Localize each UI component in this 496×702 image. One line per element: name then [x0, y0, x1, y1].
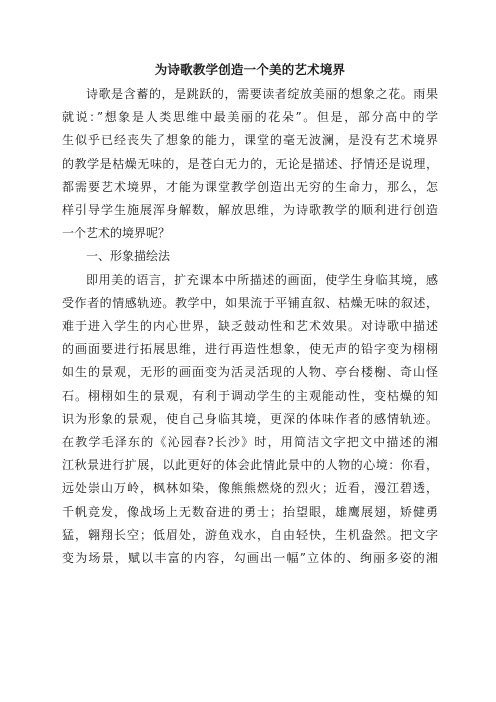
- body-line: 千帆竞发，像战场上无数奋进的勇士；抬望眼，雄鹰展翅，矫健勇: [62, 504, 438, 519]
- body-line: 识为形象的景观，使自己身临其境，更深的体味作者的感情轨迹。: [62, 411, 438, 426]
- document-title: 为诗歌教学创造一个美的艺术境界: [154, 62, 346, 77]
- section-heading: 一、形象描绘法: [86, 249, 171, 264]
- body-line: 变为场景，赋以丰富的内容，勾画出一幅”立体的、绚丽多姿的湘: [62, 551, 438, 566]
- intro-line: 一个艺术的境界呢？: [62, 226, 171, 241]
- intro-line: 样引导学生施展浑身解数，解放思维，为诗歌教学的顺利进行创造: [62, 203, 438, 218]
- intro-line: 就说：”想象是人类思维中最美丽的花朵”。但是，部分高中的学: [62, 110, 438, 125]
- body-line: 江秋景进行扩展，以此更好的体会此情此景中的人物的心境：你看，: [62, 458, 438, 473]
- body-line: 猛，翱翔长空；低眉处，游鱼戏水，自由轻快，生机盎然。把文字: [62, 527, 438, 542]
- body-line: 即用美的语言，扩充课本中所描述的画面，使学生身临其境，感: [86, 272, 438, 287]
- body-paragraph: [62, 269, 438, 571]
- intro-line: 生似乎已经丧失了想象的能力，课堂的毫无波澜，是没有艺术境界: [62, 133, 438, 148]
- section-heading-block: [62, 245, 438, 268]
- body-line: 如生的景观，无形的画面变为活灵活现的人物、亭台楼榭、奇山怪: [62, 365, 438, 380]
- intro-line: 诗歌是含蓄的，是跳跃的，需要读者绽放美丽的想象之花。雨果: [86, 87, 438, 101]
- body-line: 石。栩栩如生的景观，有利于调动学生的主观能动性，变枯燥的知: [62, 388, 438, 403]
- intro-line: 都需要艺术境界，才能为课堂教学创造出无穷的生命力，那么，怎: [62, 179, 438, 194]
- document-page: [62, 60, 438, 570]
- intro-paragraph: [62, 83, 438, 245]
- intro-line: 的教学是枯燥无味的，是苍白无力的，无论是描述、抒情还是说理，: [62, 156, 438, 171]
- body-line: 的画面要进行拓展思维，进行再造性想象，使无声的铅字变为栩栩: [62, 342, 438, 357]
- body-line: 受作者的情感轨迹。教学中，如果流于平铺直叙、枯燥无味的叙述，: [62, 295, 438, 310]
- body-line: 难于进入学生的内心世界，缺乏鼓动性和艺术效果。对诗歌中描述: [62, 319, 438, 334]
- body-line: 在教学毛泽东的《沁园春?长沙》时，用简洁文字把文中描述的湘: [62, 435, 438, 450]
- body-line: 远处崇山万岭，枫林如染，像熊熊燃烧的烈火；近看，漫江碧透，: [62, 481, 438, 496]
